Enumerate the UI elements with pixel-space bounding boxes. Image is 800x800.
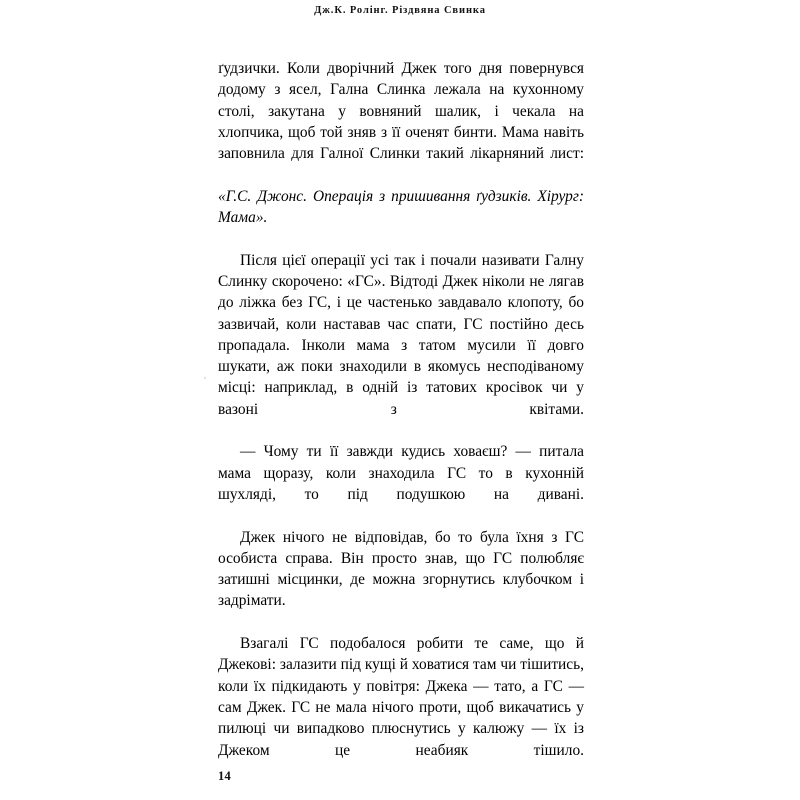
body-text-block xyxy=(218,58,584,782)
paragraph: Джек нічого не відповідав, бо то була їхня з ГС особиста справа. Він просто знав, що ГС полюбляє затишні місцинки, де можна згорнутись клубочком і задрімати. xyxy=(218,528,584,610)
paragraph: Після цієї операції усі так і почали називати Галну Слинку скорочено: «ГС». Відтоді Джек ніколи не лягав до ліжка без ГС, і це частенько завдавало клопоту, бо зазвичай, коли наставав час спати, ГС постійно десь пропадала. Інколи мама з татом мусили її довго шукати, аж поки знаходили в якомусь несподіваному місці: наприклад, в одній із татових кросівок чи у вазоні з квітами. xyxy=(218,251,584,418)
page-speck xyxy=(204,377,206,379)
paragraph: ґудзички. Коли дворічний Джек того дня повернувся додому з ясел, Гална Слинка лежала на кухонному столі, закутана у вовняний шалик, і чекала на хлопчика, щоб той зняв з її оченят бинти. Мама навіть заповнила для Галної Слинки такий лікарняний лист: xyxy=(218,60,584,163)
paragraph-dialogue: — Чому ти її завжди кудись ховаєш? — питала мама щоразу, коли знаходила ГС то в кухонній шухляді, то під подушкою на дивані. xyxy=(218,443,584,503)
paragraph-italic-note: «Г.С. Джонс. Операція з пришивання ґудзиків. Хірург: Мама». xyxy=(218,187,584,227)
page-number: 14 xyxy=(218,769,232,783)
running-header: Дж.К. Ролінг. Різдвяна Свинка xyxy=(314,5,486,16)
paragraph: Взагалі ГС подобалося робити те саме, що й Джекові: залазити під кущі й ховатися там чи тішитись, коли їх підкидають у повітря: Джека — тато, а ГС — сам Джек. ГС не мала нічого проти, щоб викачатись у пилюці чи випадково плюснутись у калюжу — їх із Джеком це неабияк тішило. xyxy=(218,635,584,759)
